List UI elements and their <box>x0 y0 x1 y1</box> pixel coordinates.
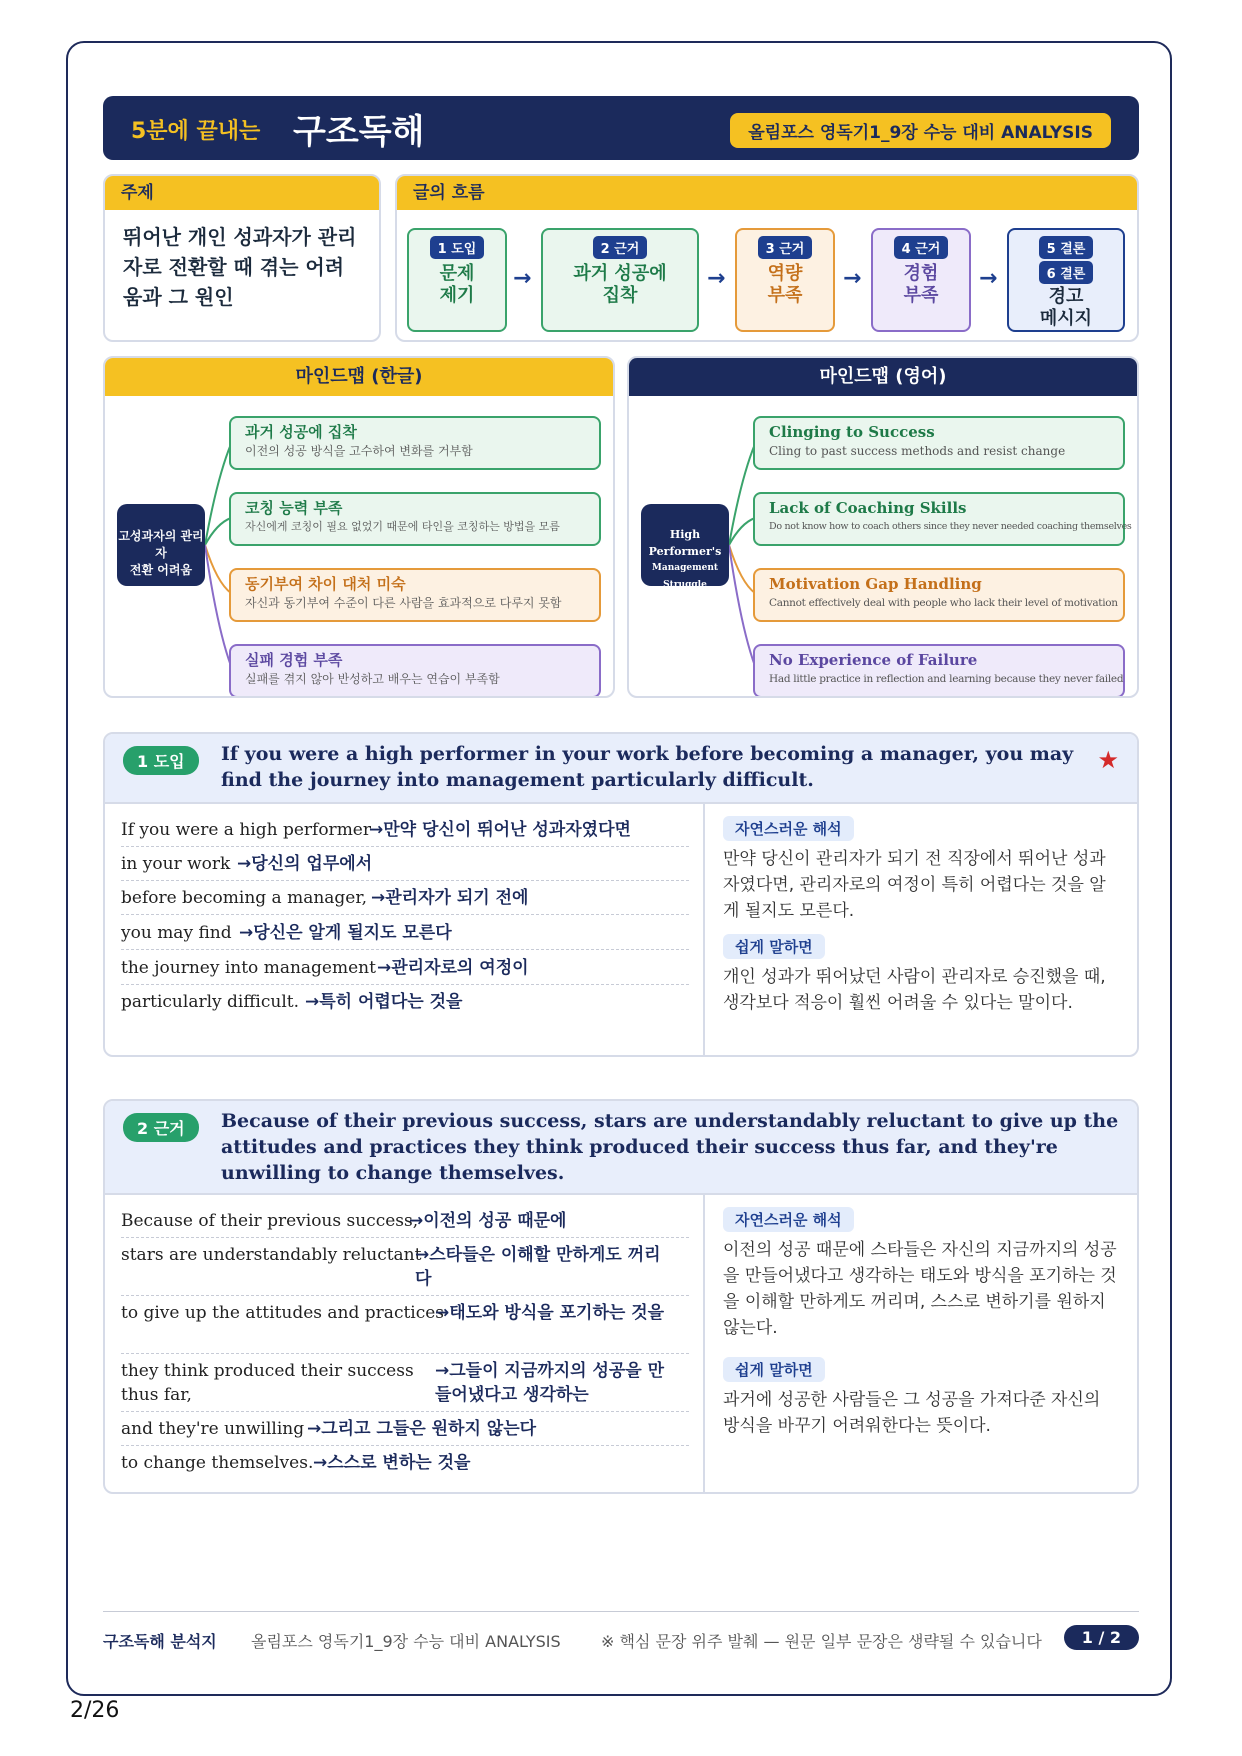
flow-step-tag: 6 결론 <box>1039 261 1094 284</box>
chunk-row <box>121 921 689 950</box>
chunk-row <box>121 1209 689 1238</box>
chunk-ko: →관리자가 되기 전에 <box>371 888 529 908</box>
footer-title: 구조독해 분석지 <box>103 1632 217 1651</box>
flow-step-label: 제기 <box>439 285 475 306</box>
page-number-badge: 1 / 2 <box>1064 1625 1139 1650</box>
chunk-en: before becoming a manager, <box>121 888 368 908</box>
mindmap-node-sub: 자신과 동기부여 수준이 다른 사람을 효과적으로 다루지 못함 <box>245 596 562 610</box>
natural-label: 자연스러운 해석 <box>723 816 854 841</box>
page-counter: 2/26 <box>70 1698 120 1723</box>
flow-step-4 <box>871 228 971 332</box>
chunk-ko: →당신의 업무에서 <box>237 854 373 874</box>
mindmap-root-label: Management Struggle <box>651 563 719 590</box>
footer-course: 올림포스 영독기1_9장 수능 대비 ANALYSIS <box>251 1632 561 1651</box>
chunk-row <box>121 956 689 985</box>
chunk-row <box>121 1301 689 1354</box>
footer-divider <box>103 1611 1139 1612</box>
mindmap-node-title: No Experience of Failure <box>769 651 978 669</box>
chunk-en: particularly difficult. <box>121 992 300 1012</box>
simple-label: 쉽게 말하면 <box>723 1357 825 1382</box>
flow-step-2 <box>541 228 699 332</box>
chunk-ko: →만약 당신이 뛰어난 성과자였다면 <box>369 820 631 840</box>
chunk-en: Because of their previous success, <box>121 1211 419 1231</box>
mindmap-ko-root <box>117 504 205 586</box>
mindmap-en-panel <box>627 356 1139 698</box>
chunk-en: in your work <box>121 854 231 874</box>
mindmap-node-title: 코칭 능력 부족 <box>245 499 343 517</box>
mindmap-en-node <box>753 568 1125 622</box>
chunk-row <box>121 886 689 915</box>
mindmap-node-title: Clinging to Success <box>769 423 935 441</box>
footer-note: ※ 핵심 문장 위주 발췌 — 원문 일부 문장은 생략될 수 있습니다 <box>601 1632 1042 1651</box>
mindmap-ko-panel <box>103 356 615 698</box>
mindmap-node-sub: Do not know how to coach others since they never needed coaching themselves <box>769 521 1132 532</box>
arrow-right-icon: → <box>707 266 726 291</box>
flow-step-tag: 5 결론 <box>1039 236 1094 259</box>
flow-step-tag: 3 근거 <box>758 236 813 259</box>
course-badge: 올림포스 영독기1_9장 수능 대비 ANALYSIS <box>730 113 1111 148</box>
mindmap-node-title: 과거 성공에 집착 <box>245 423 357 441</box>
natural-label: 자연스러운 해석 <box>723 1207 854 1232</box>
mindmap-ko-node <box>229 492 601 546</box>
chunk-ko: →스타들은 이해할 만하게도 꺼리다 <box>415 1245 661 1289</box>
flow-step-tag: 2 근거 <box>593 236 648 259</box>
chunk-row <box>121 818 689 847</box>
topic-line: 움과 그 원인 <box>123 285 234 309</box>
page-footer <box>103 1625 1139 1655</box>
flow-panel <box>395 174 1139 342</box>
mindmap-node-title: Lack of Coaching Skills <box>769 499 967 517</box>
flow-step-label: 부족 <box>767 285 803 306</box>
mindmap-root-label: 전환 어려움 <box>129 563 193 577</box>
chunk-list <box>105 1195 705 1494</box>
flow-step-tag: 1 도입 <box>430 236 485 259</box>
natural-text: 이전의 성공 때문에 스타들은 자신의 지금까지의 성공을 만들어냈다고 생각하는 태도와 방식을 포기하는 것을 이해할 만하게도 꺼리며, 스스로 변하기를 원하지 않는다. <box>723 1240 1117 1338</box>
chunk-ko: →그들이 지금까지의 성공을 만들어냈다고 생각하는 <box>435 1361 665 1405</box>
flow-step-label: 경고 <box>1048 286 1084 307</box>
mindmap-node-sub: 자신에게 코칭이 필요 없었기 때문에 타인을 코칭하는 방법을 모름 <box>245 520 560 533</box>
chunk-ko: →관리자로의 여정이 <box>377 958 529 978</box>
mindmap-en-node <box>753 492 1132 546</box>
arrow-right-icon: → <box>979 266 998 291</box>
mindmap-ko-node <box>229 644 601 698</box>
chunk-row <box>121 1359 689 1412</box>
chunk-row <box>121 1243 689 1296</box>
chunk-row <box>121 1417 689 1446</box>
topic-line: 뛰어난 개인 성과자가 관리 <box>123 225 357 249</box>
chunk-ko: →그리고 그들은 원하지 않는다 <box>307 1419 537 1439</box>
flow-step-label: 경험 <box>903 263 939 284</box>
flow-step-3 <box>735 228 835 332</box>
mindmap-node-sub: 실패를 겪지 않아 반성하고 배우는 연습이 부족함 <box>245 672 500 686</box>
chunk-ko: →태도와 방식을 포기하는 것을 <box>435 1303 665 1323</box>
chunk-en: the journey into management <box>121 958 376 978</box>
chunk-row <box>121 1451 689 1479</box>
section-sentence: If you were a high performer in your work before becoming a manager, you may find the journey into management particularly difficult. <box>221 743 1074 791</box>
mindmap-en-root <box>641 504 729 590</box>
section-tag: 1 도입 <box>123 746 199 775</box>
mindmap-node-title: Motivation Gap Handling <box>769 575 982 593</box>
page-header <box>103 96 1139 160</box>
mindmap-node-sub: Had little practice in reflection and learning because they never failed <box>769 673 1124 685</box>
chunk-en: If you were a high performer <box>121 820 371 840</box>
mindmap-en-node <box>753 416 1125 470</box>
chunk-en: stars are understandably reluctant <box>121 1245 422 1265</box>
flow-step-label: 역량 <box>767 263 803 284</box>
mindmap-en-title: 마인드맵 (영어) <box>629 358 1137 396</box>
mindmap-root-label: 고성과자의 관리자 <box>118 529 204 560</box>
section-tag: 2 근거 <box>123 1113 199 1142</box>
chunk-en: to change themselves. <box>121 1453 314 1473</box>
flow-step-label: 과거 성공에 <box>573 263 667 284</box>
arrow-right-icon: → <box>843 266 862 291</box>
flow-step-tag: 4 근거 <box>894 236 949 259</box>
flow-step-1 <box>407 228 507 332</box>
simple-text: 과거에 성공한 사람들은 그 성공을 가져다준 자신의 방식을 바꾸기 어려워한다는 뜻이다. <box>723 1390 1101 1436</box>
mindmap-en-node <box>753 644 1125 698</box>
chunk-en: to give up the attitudes and practices <box>121 1303 445 1323</box>
chunk-ko: →스스로 변하는 것을 <box>313 1453 471 1473</box>
flow-step-label: 부족 <box>903 285 939 306</box>
topic-label: 주제 <box>105 176 379 210</box>
flow-step-label: 집착 <box>602 285 638 306</box>
section-header <box>105 734 1137 804</box>
mindmap-ko-node <box>229 568 601 622</box>
mindmap-node-sub: Cannot effectively deal with people who lack their level of motivation <box>769 597 1118 609</box>
chunk-en: and they're unwilling <box>121 1419 305 1439</box>
mindmap-node-sub: 이전의 성공 방식을 고수하여 변화를 거부함 <box>245 444 473 458</box>
topic-text <box>105 210 379 324</box>
chunk-ko: →당신은 알게 될지도 모른다 <box>239 923 452 943</box>
chunk-ko: →이전의 성공 때문에 <box>409 1211 567 1231</box>
sentence-section-2 <box>103 1099 1139 1494</box>
chunk-en: you may find <box>121 923 232 943</box>
chunk-en: they think produced their success thus far, <box>121 1361 414 1405</box>
arrow-right-icon: → <box>513 266 532 291</box>
mindmap-node-sub: Cling to past success methods and resist change <box>769 444 1066 458</box>
topic-line: 자로 전환할 때 겪는 어려 <box>123 255 345 279</box>
section-sentence: Because of their previous success, stars are understandably reluctant to give up the attitudes and practices they think produced their success thus far, and they're unwilling to change themselves. <box>221 1110 1119 1184</box>
flow-label: 글의 흐름 <box>397 176 1137 210</box>
section-header <box>105 1101 1137 1195</box>
flow-step-5 <box>1007 228 1125 332</box>
natural-text: 만약 당신이 관리자가 되기 전 직장에서 뛰어난 성과자였다면, 관리자로의 여정이 특히 어렵다는 것을 알게 될지도 모른다. <box>723 849 1106 921</box>
flow-step-label: 문제 <box>439 263 475 284</box>
simple-label: 쉽게 말하면 <box>723 934 825 959</box>
brand-title: 구조독해 <box>293 112 425 152</box>
brand-subtitle: 5분에 끝내는 <box>131 119 261 144</box>
mindmap-node-title: 실패 경험 부족 <box>245 651 343 669</box>
mindmap-node-title: 동기부여 차이 대처 미숙 <box>245 575 406 593</box>
mindmap-ko-node <box>229 416 601 470</box>
chunk-ko: →특히 어렵다는 것을 <box>305 992 463 1012</box>
chunk-row <box>121 990 689 1018</box>
star-icon: ★ <box>1097 746 1119 774</box>
flow-step-label: 메시지 <box>1039 308 1093 329</box>
mindmap-ko-title: 마인드맵 (한글) <box>105 358 613 396</box>
chunk-row <box>121 852 689 881</box>
topic-panel <box>103 174 381 342</box>
simple-text: 개인 성과가 뛰어났던 사람이 관리자로 승진했을 때, 생각보다 적응이 훨씬 어려울 수 있다는 말이다. <box>723 967 1106 1013</box>
sentence-section-1 <box>103 732 1139 1057</box>
mindmap-root-label: High Performer's <box>648 528 722 558</box>
chunk-list <box>105 804 705 1057</box>
